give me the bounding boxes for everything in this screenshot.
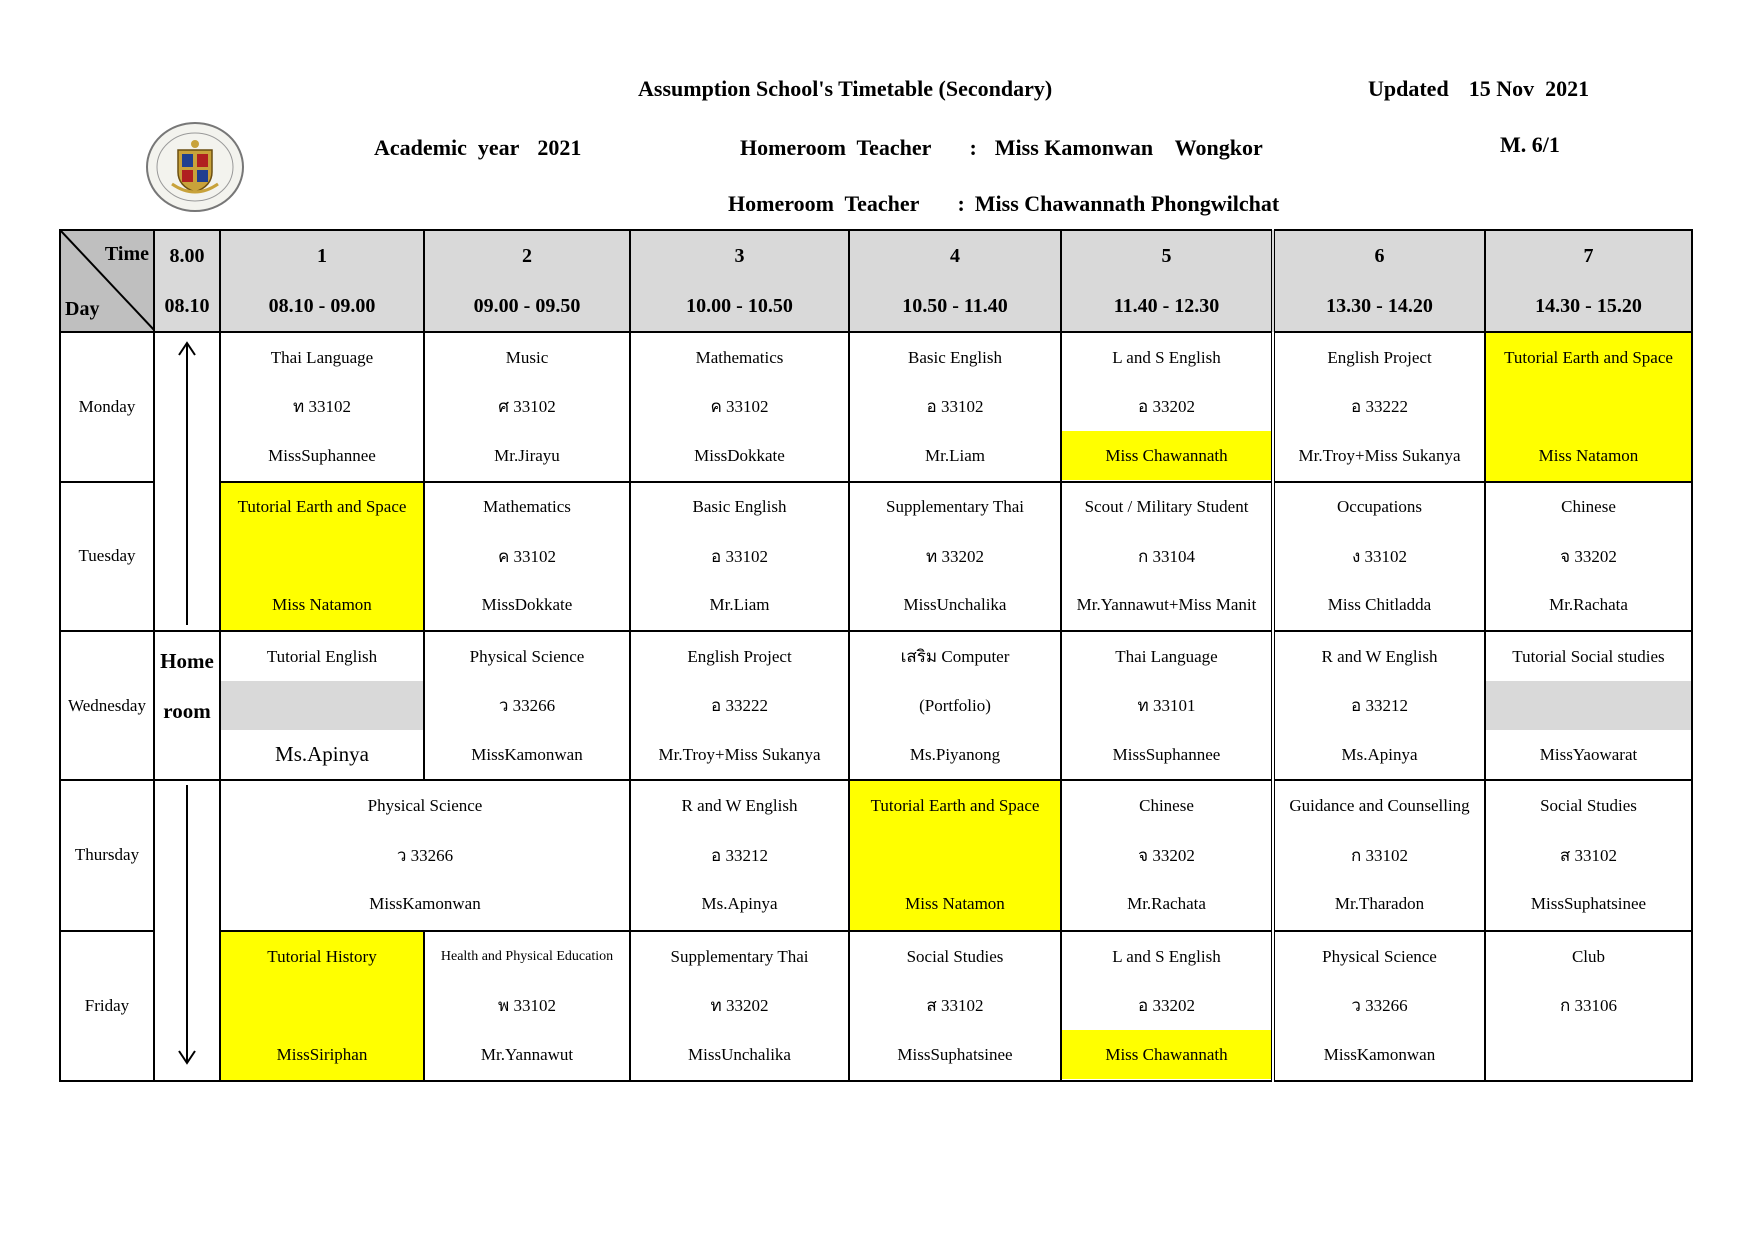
subject: English Project bbox=[1327, 347, 1432, 367]
class-cell bbox=[220, 332, 424, 482]
day-label: Thursday bbox=[60, 780, 154, 931]
class-cell-highlight bbox=[220, 931, 424, 1082]
class-code: M. 6/1 bbox=[1500, 132, 1560, 157]
corner-day: Day bbox=[65, 298, 100, 320]
pre-period-num: 8.00 bbox=[169, 244, 205, 267]
teacher: MissSuphannee bbox=[268, 445, 376, 465]
course-code: ค 33102 bbox=[497, 546, 557, 566]
pre-period-header bbox=[154, 230, 220, 332]
academic-year-value: 2021 bbox=[537, 135, 582, 160]
subject: Club bbox=[1571, 946, 1606, 966]
course-code: ก 33106 bbox=[1559, 996, 1618, 1016]
period-time: 14.30 - 15.20 bbox=[1535, 294, 1642, 317]
teacher: MissSuphatsinee bbox=[1530, 894, 1647, 914]
course-code: ง 33102 bbox=[1351, 546, 1408, 566]
course-code: ท 33202 bbox=[926, 546, 984, 566]
day-label: Friday bbox=[60, 931, 154, 1082]
class-cell bbox=[1485, 931, 1692, 1082]
day-row-friday bbox=[60, 931, 1692, 1082]
class-cell bbox=[849, 631, 1061, 780]
subject: Physical Science bbox=[1322, 946, 1437, 966]
teacher: MissKamonwan bbox=[1323, 1044, 1436, 1064]
subject: Chinese bbox=[1561, 497, 1616, 517]
course-code: อ 33102 bbox=[711, 546, 768, 566]
subject: Occupations bbox=[1337, 497, 1422, 517]
teacher: Mr.Liam bbox=[709, 595, 770, 615]
subject: Tutorial Earth and Space bbox=[237, 497, 407, 517]
homeroom-name-1: Miss Kamonwan Wongkor bbox=[994, 135, 1263, 160]
subject: Music bbox=[505, 347, 549, 367]
subject: English Project bbox=[687, 646, 792, 666]
course-code: อ 33102 bbox=[926, 397, 984, 417]
day-row-tuesday bbox=[60, 482, 1692, 632]
subject: Scout / Military Student bbox=[1084, 497, 1249, 517]
course-code: ค 33102 bbox=[710, 397, 769, 417]
class-cell bbox=[1485, 482, 1692, 632]
teacher: Mr.Jirayu bbox=[494, 445, 560, 465]
course-code bbox=[221, 981, 423, 1030]
teacher: MissDokkate bbox=[481, 595, 573, 615]
class-cell bbox=[630, 482, 849, 632]
class-cell bbox=[1061, 631, 1273, 780]
updated-info bbox=[1368, 76, 1589, 102]
class-cell-highlight bbox=[849, 780, 1061, 931]
class-cell bbox=[424, 931, 630, 1082]
period-time: 08.10 - 09.00 bbox=[268, 294, 376, 317]
teacher: MissUnchalika bbox=[688, 1044, 791, 1064]
teacher: MissKamonwan bbox=[471, 744, 583, 764]
period-time: 10.50 - 11.40 bbox=[902, 294, 1008, 317]
page-title: Assumption School's Timetable (Secondary) bbox=[638, 76, 1053, 101]
course-code: ท 33202 bbox=[710, 996, 769, 1016]
class-cell bbox=[849, 931, 1061, 1082]
teacher: Mr.Troy+Miss Sukanya bbox=[1298, 445, 1461, 465]
subject: Guidance and Counselling bbox=[1289, 796, 1470, 816]
homeroom-line-2: room bbox=[163, 698, 211, 723]
class-cell bbox=[424, 631, 630, 780]
period-num: 5 bbox=[1161, 244, 1172, 267]
period-header bbox=[1485, 230, 1692, 332]
homeroom-line-1: Home bbox=[160, 648, 214, 673]
subject: Supplementary Thai bbox=[885, 497, 1025, 517]
class-cell bbox=[630, 332, 849, 482]
course-code: ก 33102 bbox=[1350, 845, 1409, 865]
class-cell bbox=[1061, 482, 1273, 632]
day-row-wednesday bbox=[60, 631, 1692, 780]
teacher: MissSiriphan bbox=[276, 1044, 368, 1064]
course-code bbox=[1486, 681, 1691, 730]
period-header bbox=[1061, 230, 1273, 332]
teacher: MissDokkate bbox=[694, 445, 785, 465]
teacher: Mr.Troy+Miss Sukanya bbox=[658, 744, 821, 764]
homeroom-label: Homeroom Teacher bbox=[740, 135, 932, 160]
class-cell bbox=[424, 332, 630, 482]
class-cell bbox=[630, 931, 849, 1082]
course-code: (Portfolio) bbox=[919, 695, 991, 715]
class-cell bbox=[849, 332, 1061, 482]
period-header bbox=[1273, 230, 1485, 332]
academic-year-label: Academic year bbox=[374, 135, 520, 160]
class-cell bbox=[1273, 631, 1485, 780]
day-row-monday bbox=[60, 332, 1692, 482]
class-cell bbox=[630, 780, 849, 931]
homeroom-teacher-2 bbox=[728, 191, 1279, 217]
class-cell bbox=[220, 631, 424, 780]
subject: L and S English bbox=[1112, 946, 1221, 966]
period-time: 13.30 - 14.20 bbox=[1326, 294, 1433, 317]
homeroom-sep: : bbox=[969, 135, 977, 160]
subject: R and W English bbox=[1321, 646, 1438, 666]
corner-cell bbox=[60, 230, 154, 332]
course-code: ว 33266 bbox=[498, 696, 556, 715]
class-cell bbox=[849, 482, 1061, 632]
teacher: MissYaowarat bbox=[1539, 744, 1638, 764]
subject: Health and Physical Education bbox=[440, 948, 614, 964]
pre-period-time: 08.10 bbox=[164, 294, 210, 317]
teacher: Miss Natamon bbox=[272, 595, 372, 615]
class-cell-highlight bbox=[220, 482, 424, 632]
subject: Thai Language bbox=[270, 347, 374, 367]
corner-time: Time bbox=[104, 243, 149, 265]
teacher: Mr.Tharadon bbox=[1334, 894, 1425, 914]
course-code: จ 33202 bbox=[1560, 546, 1617, 566]
homeroom-label-2: Homeroom Teacher bbox=[728, 191, 920, 216]
course-code: ส 33102 bbox=[926, 996, 984, 1016]
course-code: ว 33266 bbox=[396, 845, 454, 865]
class-cell bbox=[1273, 931, 1485, 1082]
arrow-down-cell bbox=[154, 780, 220, 1081]
homeroom-name-2: Miss Chawannath Phongwilchat bbox=[974, 191, 1280, 216]
subject: Physical Science bbox=[469, 646, 585, 666]
subject: Tutorial Earth and Space bbox=[1504, 347, 1673, 367]
down-arrow-icon bbox=[156, 781, 218, 1075]
period-header bbox=[849, 230, 1061, 332]
subject: Basic English bbox=[692, 497, 787, 517]
subject: Social Studies bbox=[1540, 796, 1637, 816]
teacher: Ms.Apinya bbox=[275, 742, 369, 766]
subject: Mathematics bbox=[483, 497, 571, 517]
homeroom-sep-2: : bbox=[957, 191, 965, 216]
teacher: Mr.Rachata bbox=[1549, 595, 1628, 615]
day-row-thursday bbox=[60, 780, 1692, 931]
academic-year bbox=[374, 135, 581, 161]
subject: Thai Language bbox=[1115, 646, 1218, 666]
subject: R and W English bbox=[681, 796, 798, 816]
course-code: ท 33102 bbox=[293, 397, 351, 417]
period-num: 4 bbox=[950, 244, 960, 267]
class-cell bbox=[1273, 780, 1485, 931]
class-cell bbox=[1485, 780, 1692, 931]
period-num: 7 bbox=[1583, 244, 1594, 267]
period-num: 3 bbox=[734, 244, 745, 267]
teacher: Miss Chitladda bbox=[1327, 595, 1432, 615]
class-cell bbox=[1273, 482, 1485, 632]
class-cell bbox=[1061, 332, 1273, 482]
subject: Basic English bbox=[908, 347, 1002, 367]
period-num: 6 bbox=[1374, 244, 1385, 267]
teacher: Mr.Liam bbox=[925, 445, 985, 465]
teacher: Miss Natamon bbox=[1538, 445, 1639, 465]
homeroom-cell bbox=[154, 631, 220, 780]
teacher: Mr.Rachata bbox=[1127, 894, 1206, 914]
class-cell bbox=[1273, 332, 1485, 482]
course-code: อ 33212 bbox=[711, 845, 768, 865]
course-code: ส 33102 bbox=[1559, 845, 1618, 865]
course-code bbox=[221, 532, 423, 581]
updated-date: 15 Nov 2021 bbox=[1468, 76, 1590, 101]
course-code: ศ 33102 bbox=[498, 397, 556, 417]
course-code bbox=[850, 831, 1060, 880]
period-header bbox=[424, 230, 630, 332]
period-num: 2 bbox=[522, 244, 532, 267]
course-code: ท 33101 bbox=[1137, 696, 1196, 715]
up-arrow-icon bbox=[156, 333, 218, 625]
teacher: Miss Chawannath bbox=[1062, 1030, 1271, 1079]
day-label: Wednesday bbox=[60, 631, 154, 780]
period-time: 10.00 - 10.50 bbox=[686, 294, 793, 317]
teacher bbox=[1486, 1030, 1691, 1079]
subject: เสริม Computer bbox=[900, 647, 1010, 666]
course-code: ก 33104 bbox=[1137, 546, 1196, 566]
teacher: MissUnchalika bbox=[903, 595, 1007, 615]
course-code bbox=[221, 681, 423, 730]
subject: Tutorial History bbox=[267, 946, 377, 966]
period-num: 1 bbox=[317, 244, 327, 267]
period-time: 11.40 - 12.30 bbox=[1113, 294, 1220, 317]
period-time: 09.00 - 09.50 bbox=[473, 294, 581, 317]
subject: Tutorial English bbox=[266, 646, 378, 666]
header-row bbox=[60, 230, 1692, 332]
teacher: Ms.Piyanong bbox=[909, 744, 1001, 764]
class-cell-double bbox=[220, 780, 630, 931]
day-label: Monday bbox=[60, 332, 154, 482]
subject: Tutorial Earth and Space bbox=[870, 796, 1040, 816]
course-code: อ 33222 bbox=[1351, 397, 1408, 417]
course-code: พ 33102 bbox=[498, 996, 556, 1016]
subject: Chinese bbox=[1139, 796, 1194, 816]
day-label: Tuesday bbox=[60, 482, 154, 632]
arrow-up-cell bbox=[154, 332, 220, 631]
teacher: Miss Natamon bbox=[905, 894, 1005, 914]
class-cell-highlight bbox=[1485, 332, 1692, 482]
class-cell bbox=[424, 482, 630, 632]
subject: Tutorial Social studies bbox=[1512, 646, 1665, 666]
timetable bbox=[59, 229, 1693, 1082]
teacher: Mr.Yannawut bbox=[480, 1044, 574, 1064]
course-code: อ 33202 bbox=[1138, 397, 1195, 417]
course-code: อ 33212 bbox=[1351, 696, 1408, 715]
school-crest-icon bbox=[144, 120, 246, 214]
teacher: Ms.Apinya bbox=[1341, 744, 1418, 764]
homeroom-teacher-1 bbox=[740, 135, 1263, 161]
teacher: MissKamonwan bbox=[369, 894, 481, 914]
course-code bbox=[1486, 382, 1691, 431]
subject: L and S English bbox=[1112, 347, 1221, 367]
class-cell bbox=[1061, 931, 1273, 1082]
subject: Supplementary Thai bbox=[670, 946, 809, 966]
class-cell bbox=[1061, 780, 1273, 931]
period-header bbox=[630, 230, 849, 332]
teacher: Mr.Yannawut+Miss Manit bbox=[1076, 595, 1257, 615]
updated-label: Updated bbox=[1368, 76, 1449, 101]
course-code: อ 33222 bbox=[711, 696, 768, 715]
subject: Physical Science bbox=[367, 796, 483, 816]
teacher: Ms.Apinya bbox=[701, 894, 778, 914]
teacher: MissSuphannee bbox=[1112, 744, 1221, 764]
teacher: Miss Chawannath bbox=[1062, 431, 1271, 480]
course-code: ว 33266 bbox=[1351, 996, 1408, 1016]
period-header bbox=[220, 230, 424, 332]
class-cell bbox=[1485, 631, 1692, 780]
teacher: MissSuphatsinee bbox=[897, 1044, 1013, 1064]
subject: Social Studies bbox=[906, 946, 1004, 966]
class-cell bbox=[630, 631, 849, 780]
course-code: จ 33202 bbox=[1138, 845, 1195, 865]
subject: Mathematics bbox=[695, 347, 784, 367]
course-code: อ 33202 bbox=[1138, 996, 1195, 1016]
